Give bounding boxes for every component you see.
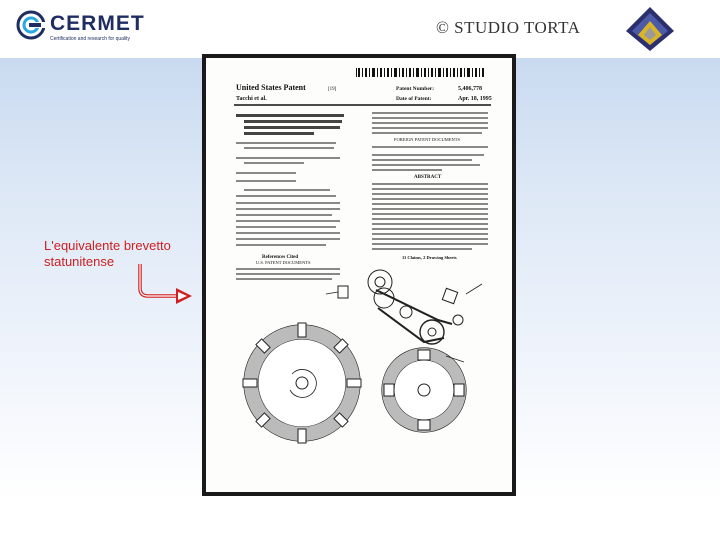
patent-page-svg <box>206 58 512 492</box>
us-docs-heading: U.S. PATENT DOCUMENTS <box>256 260 311 265</box>
cermet-logo-mark-icon <box>16 10 46 40</box>
patent-document <box>206 58 512 492</box>
brand-tagline: Certification and research for quality <box>50 36 131 42</box>
brand-name: CERMET <box>50 12 145 35</box>
us-docs-lines <box>236 268 340 280</box>
abstract-heading: ABSTRACT <box>414 175 442 180</box>
slide-caption: L'equivalente brevetto statunitense <box>44 238 171 269</box>
patent-inventor: Tacchi et al. <box>236 96 267 102</box>
claims-line: 11 Claims, 2 Drawing Sheets <box>402 255 457 260</box>
patent-office: United States Patent <box>236 83 306 92</box>
barcode <box>356 68 484 77</box>
cermet-logo <box>16 10 156 44</box>
curved-arrow-icon <box>134 262 198 304</box>
foreign-docs-heading: FOREIGN PATENT DOCUMENTS <box>394 137 461 142</box>
patent-number: 5,406,778 <box>458 86 482 92</box>
patent-date: Apr. 18, 1995 <box>458 96 492 102</box>
slide-header <box>0 0 720 58</box>
studio-torta-logo-icon <box>624 5 676 53</box>
patent-number-label: Patent Number: <box>396 86 435 92</box>
patent-drawing <box>243 270 482 443</box>
references-heading: References Cited <box>262 255 299 260</box>
patent-office-code: [19] <box>328 87 337 92</box>
patent-date-label: Date of Patent: <box>396 96 432 102</box>
copyright-label: © STUDIO TORTA <box>436 18 581 37</box>
abstract-lines <box>372 183 488 250</box>
patent-left-column <box>236 114 344 246</box>
patent-document-frame <box>202 54 516 496</box>
